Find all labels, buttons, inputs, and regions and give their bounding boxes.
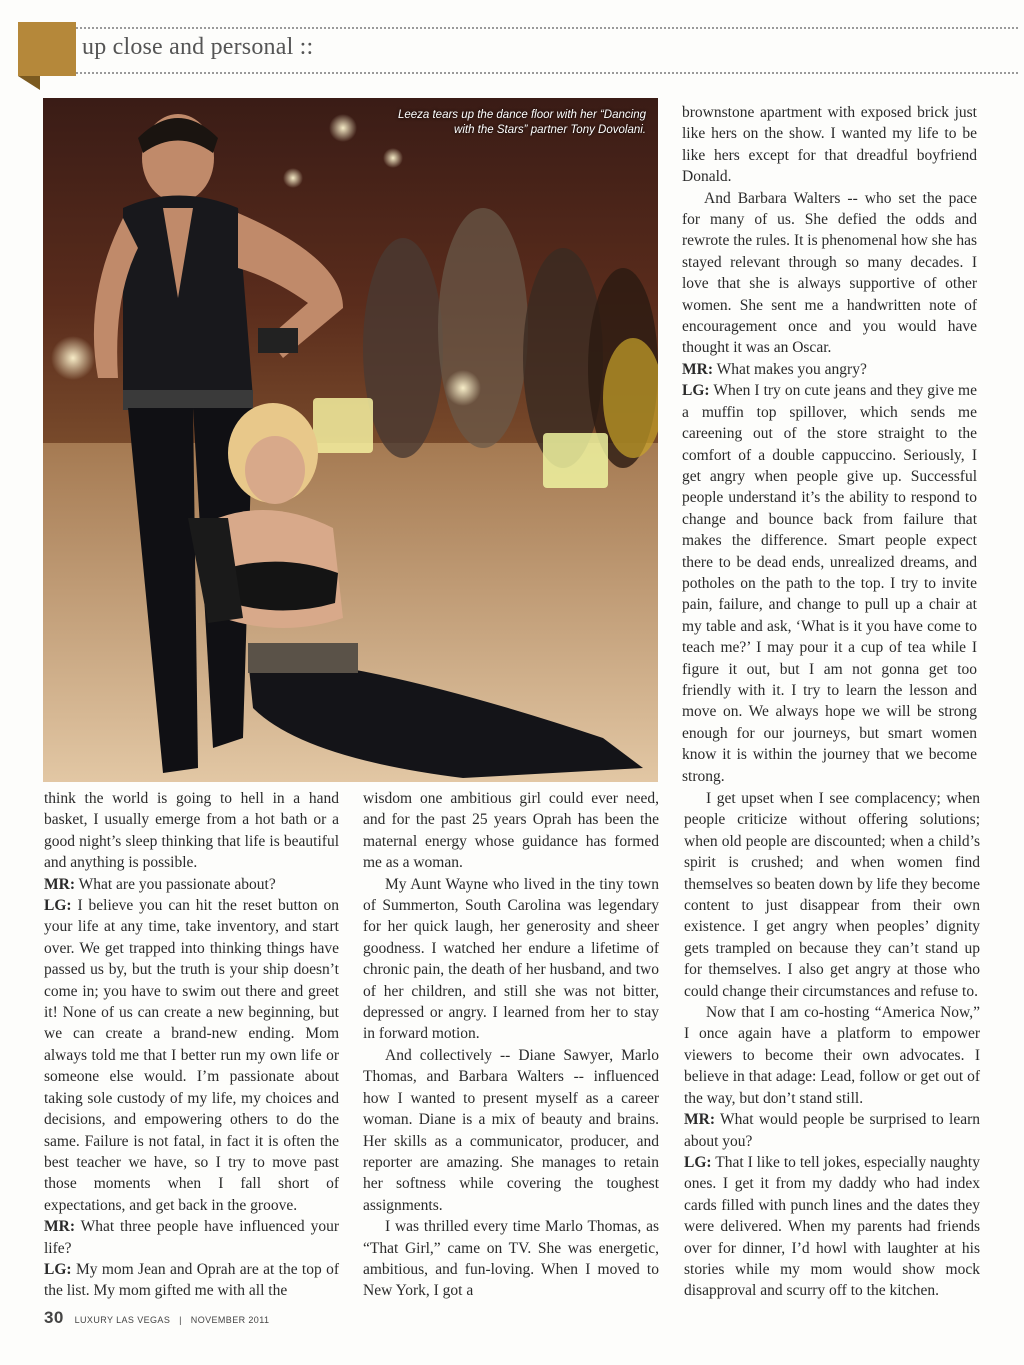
footer-divider: | — [179, 1315, 182, 1325]
question-text: What makes you angry? — [716, 360, 867, 378]
question-text: What would people be surprised to learn about you? — [684, 1111, 980, 1150]
page-number: 30 — [44, 1308, 64, 1327]
photo-caption: Leeza tears up the dance floor with her “Dancing with the Stars” partner Tony Dovolani. — [397, 109, 646, 136]
paragraph: And collectively -- Diane Sawyer, Marlo Thomas, and Barbara Walters -- influenced how I wanted to present myself as a career woman. Diane is a mix of beauty and brains. Her skills as a communicator, producer, and reporter are amazing. She manages to retain her softness while covering the toughest assignments. — [363, 1046, 659, 1214]
paragraph: Now that I am co-hosting “America Now,” I once again have a platform to empower viewers to become their own advocates. I believe in that adage: Lead, follow or get out of the way, but don’t stand still. — [684, 1004, 980, 1107]
speaker-label: LG: — [684, 1153, 712, 1171]
answer-text: When I try on cute jeans and they give me a muffin top spillover, which sends me careening out of the store straight to the comfort of a double cappuccino. Seriously, I get angry when people give up. Successful people understand it’s the ability to respond to change and bounce back from failure that makes the difference. Smart people expect there to be dead ends, unrealized dreams, and potholes on the path to the top. I try to invite pain, failure, and change to pull up a chair at my table and ask, ‘What is it you have come to teach me?’ I may pour it a cup of tea while I figure it out, but I am not gonna get too friendly with it. I try to learn the lesson and move on. We always hope we will be strong enough for our journeys, but smart women know it is within the journey that we become strong. — [682, 382, 977, 785]
answer-paragraph — [684, 1152, 980, 1302]
paragraph: My Aunt Wayne who lived in the tiny town of Summerton, South Carolina was legendary for her quick laugh, her generosity and sheer goodness. I watched her endure a lifetime of chronic pain, the death of her husband, and two of her children, and still she was not bitter, depressed or angry. I learned from her to stay in forward motion. — [363, 875, 659, 1043]
dance-photo-illustration — [43, 98, 658, 782]
section-tab-marker — [18, 22, 76, 76]
question-paragraph — [44, 874, 339, 895]
paragraph: brownstone apartment with exposed brick just like hers on the show. I wanted my life to be like hers except for that dreadful boyfriend Donald. — [682, 104, 977, 186]
answer-text: That I like to tell jokes, especially naughty ones. I get it from my daddy who had index cards filled with punch lines and the dates they were delivered. When my parents had friends over for dinner, I’d howl with laughter at his stories while my mom would show mock disapproval and scurry off to the kitchen. — [684, 1153, 980, 1300]
speaker-label: MR: — [684, 1111, 715, 1129]
answer-text: My mom Jean and Oprah are at the top of the list. My mom gifted me with all the — [44, 1260, 340, 1300]
paragraph: I was thrilled every time Marlo Thomas, as “That Girl,” came on TV. She was energetic, ambitious, and fun-loving. When I moved to New York, I got a — [363, 1218, 659, 1300]
header-rule-top — [76, 27, 1018, 29]
question-paragraph — [682, 359, 977, 380]
speaker-label: LG: — [44, 1260, 72, 1278]
answer-paragraph — [44, 1259, 339, 1302]
question-text: What are you passionate about? — [78, 875, 276, 893]
speaker-label: MR: — [682, 360, 713, 378]
magazine-name: LUXURY LAS VEGAS — [74, 1315, 171, 1325]
dance-photo — [43, 98, 658, 782]
speaker-label: MR: — [44, 875, 75, 893]
header-rule-bottom — [76, 72, 1018, 74]
section-header — [18, 22, 1018, 84]
article-column-middle — [363, 788, 659, 1302]
question-text: What three people have influenced your life? — [44, 1218, 339, 1257]
paragraph: And Barbara Walters -- who set the pace for many of us. She defied the odds and rewrote the rules. It is phenomenal how she has stayed relevant through so many decades. I love that she is always supportive of other women. She sent me a handwritten note of encouragement once and you would have thought it was an Oscar. — [682, 189, 977, 357]
paragraph: I get upset when I see complacency; when people criticize without offering solutions; when old people are discounted; when a child’s spirit is crushed; and when women find themselves so beaten down by life they become content to just disappear from their own existence. I get angry when peoples’ dignity gets trampled on because they can’t stand up for themselves. I also get angry at those who could change their circumstances and refuse to. — [684, 790, 980, 1000]
answer-paragraph — [682, 380, 977, 787]
paragraph: think the world is going to hell in a hand basket, I usually emerge from a hot bath or a good night’s sleep thinking that life is beautiful and anything is possible. — [44, 790, 339, 872]
paragraph: wisdom one ambitious girl could ever need, and for the past 25 years Oprah has been the maternal energy whose guidance has formed me as a woman. — [363, 790, 659, 872]
article-column-right-top — [682, 102, 977, 787]
question-paragraph — [44, 1216, 339, 1259]
speaker-label: LG: — [44, 897, 72, 915]
speaker-label: MR: — [44, 1218, 75, 1236]
article-column-left — [44, 788, 339, 1302]
section-title: up close and personal :: — [82, 34, 314, 60]
issue-date: NOVEMBER 2011 — [190, 1315, 270, 1325]
article-column-right-bottom — [684, 788, 980, 1302]
question-paragraph — [684, 1109, 980, 1152]
answer-paragraph — [44, 895, 339, 1216]
speaker-label: LG: — [682, 382, 710, 400]
answer-text: I believe you can hit the reset button on your life at any time, take inventory, and start over. We get trapped into thinking things have passed us by, but the truth is your ship doesn’t come in; you have to swim out there and greet it! None of us can create a new beginning, but we can create a brand-new ending. Mom always told me that I better run my own life or someone else would. I’m passionate about taking sole custody of my life, my choices and decisions, and empowering others to do the same. Failure is not fatal, in fact it is often the best teacher we have, so I try to move past those moments when I fall short of expectations, and get back in the groove. — [44, 897, 340, 1214]
page-footer — [44, 1308, 269, 1328]
section-tab-fold — [18, 76, 40, 90]
